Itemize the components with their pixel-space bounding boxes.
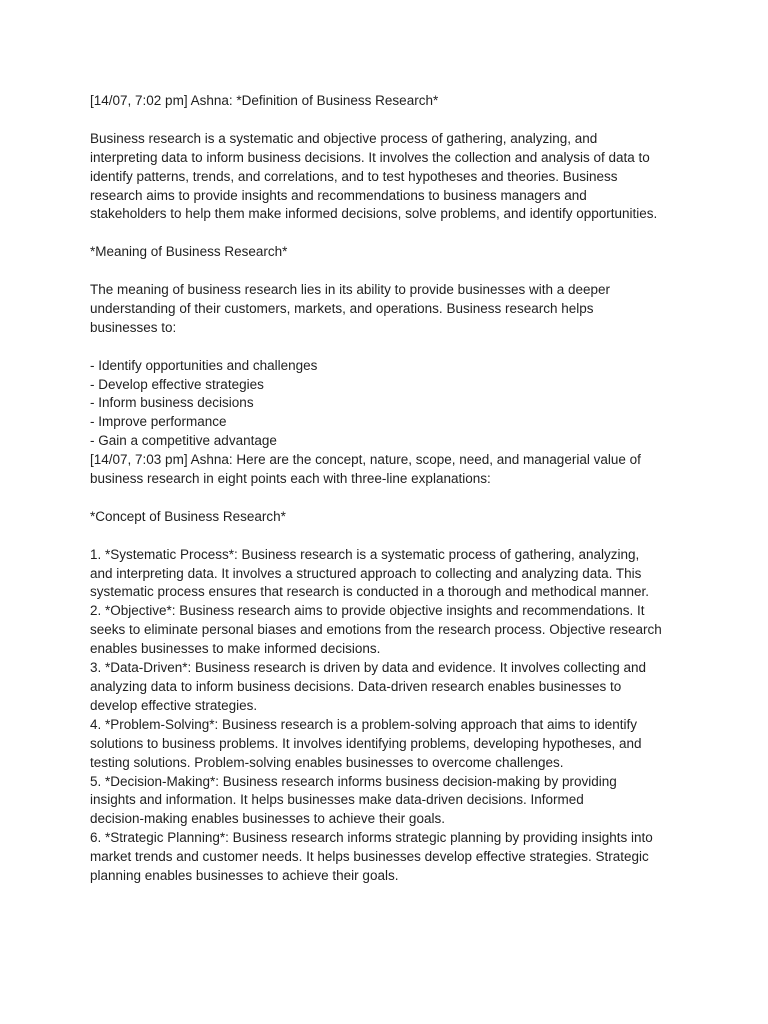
point-line: analyzing data to inform business decisions. Data-driven research enables businesses to [90, 679, 622, 694]
list-item: - Improve performance [90, 414, 227, 430]
point-line: develop effective strategies. [90, 697, 258, 713]
meaning-line: businesses to: [90, 319, 177, 335]
definition-line: Business research is a systematic and objective process of gathering, analyzing, and [90, 130, 598, 146]
point-line: 4. *Problem-Solving*: Business research is a problem-solving approach that aims to identify [90, 716, 638, 732]
message-header-line: [14/07, 7:03 pm] Ashna: Here are the concept, nature, scope, need, and managerial value of [90, 452, 641, 468]
point-line: insights and information. It helps businesses make data-driven decisions. Informed [90, 792, 584, 808]
point-line: 5. *Decision-Making*: Business research informs business decision-making by providing [90, 773, 617, 789]
list-item: - Gain a competitive advantage [90, 433, 277, 449]
message-header-line: [14/07, 7:02 pm] Ashna: *Definition of Business Research* [90, 93, 439, 108]
list-item: - Develop effective strategies [90, 376, 264, 392]
meaning-heading [90, 243, 728, 262]
definition-line: stakeholders to help them make informed decisions, solve problems, and identify opportunities. [90, 206, 658, 222]
point-line: 2. *Objective*: Business research aims to provide objective insights and recommendations. It [90, 603, 645, 619]
meaning-line: understanding of their customers, markets, and operations. Business research helps [90, 300, 594, 316]
point-line: 3. *Data-Driven*: Business research is driven by data and evidence. It involves collecting and [90, 660, 647, 676]
list-item: - Inform business decisions [90, 395, 254, 411]
message-2-header [90, 451, 728, 489]
benefits-list [90, 357, 728, 452]
point-line: planning enables businesses to achieve their goals. [90, 868, 399, 884]
definition-paragraph [90, 130, 728, 225]
point-line: and interpreting data. It involves a structured approach to collecting and analyzing data. This [90, 565, 642, 581]
definition-line: research aims to provide insights and recommendations to business managers and [90, 187, 587, 203]
meaning-line: The meaning of business research lies in its ability to provide businesses with a deeper [90, 282, 611, 298]
concept-points [90, 546, 728, 886]
message-1-header [90, 92, 728, 111]
meaning-paragraph [90, 281, 728, 338]
point-line: market trends and customer needs. It helps businesses develop effective strategies. Strategic [90, 849, 649, 865]
point-line: 1. *Systematic Process*: Business research is a systematic process of gathering, analyzing, [90, 546, 640, 562]
concept-heading [90, 508, 728, 527]
point-line: decision-making enables businesses to achieve their goals. [90, 811, 445, 827]
point-line: seeks to eliminate personal biases and emotions from the research process. Objective research [90, 622, 662, 638]
point-line: enables businesses to make informed decisions. [90, 641, 381, 657]
point-line: solutions to business problems. It involves identifying problems, developing hypotheses, and [90, 735, 642, 751]
concept-heading-text: *Concept of Business Research* [90, 508, 286, 524]
definition-line: interpreting data to inform business decisions. It involves the collection and analysis of data to [90, 149, 650, 165]
message-header-line: business research in eight points each with three-line explanations: [90, 471, 491, 487]
definition-line: identify patterns, trends, and correlations, and to test hypotheses and theories. Business [90, 168, 618, 184]
point-line: systematic process ensures that research is conducted in a thorough and methodical manner. [90, 584, 650, 600]
list-item: - Identify opportunities and challenges [90, 357, 318, 373]
meaning-heading-text: *Meaning of Business Research* [90, 244, 288, 260]
point-line: 6. *Strategic Planning*: Business research informs strategic planning by providing insights into [90, 830, 653, 846]
point-line: testing solutions. Problem-solving enables businesses to overcome challenges. [90, 754, 564, 770]
